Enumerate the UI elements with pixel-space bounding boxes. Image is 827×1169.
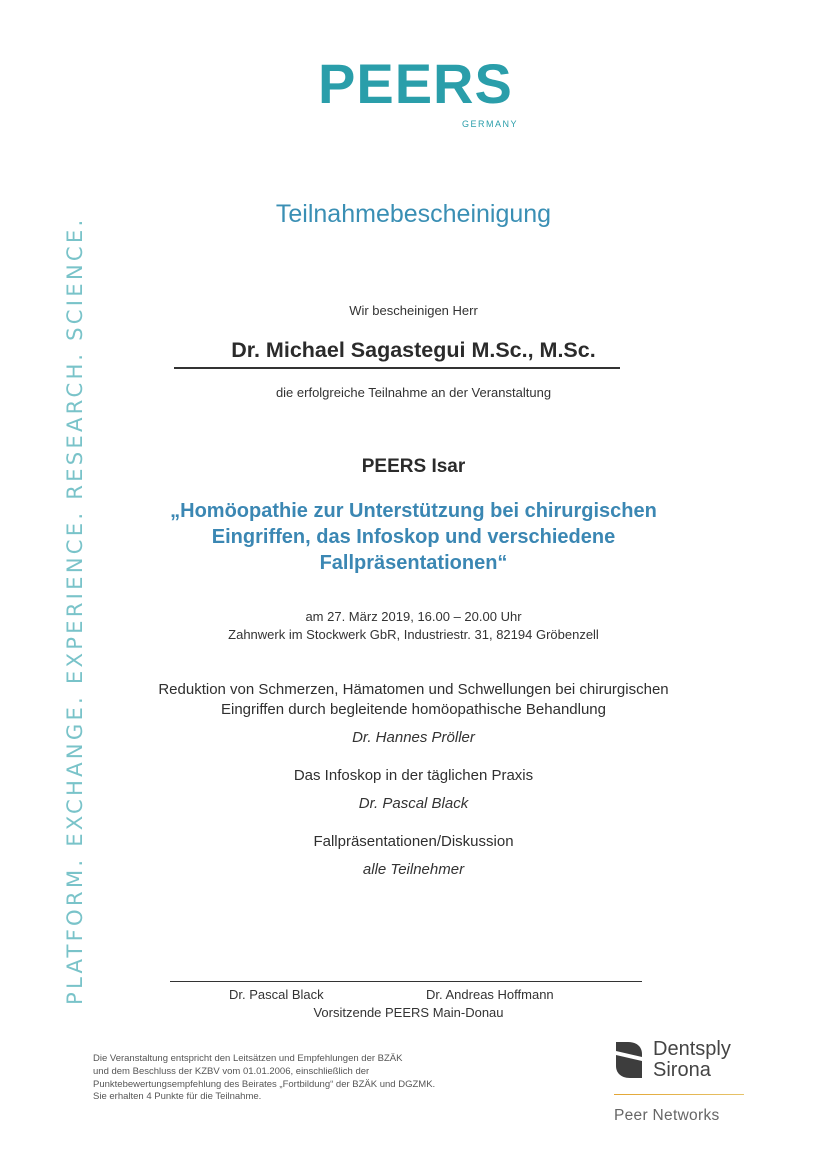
program-item-title xyxy=(0,766,827,786)
program-item-title xyxy=(0,832,827,852)
recipient-name: Dr. Michael Sagastegui M.Sc., M.Sc. xyxy=(231,338,596,362)
signature-line xyxy=(170,981,642,982)
event-name: PEERS Isar xyxy=(361,456,466,477)
program-item-title xyxy=(0,680,827,720)
dentsply-sirona-logo-icon xyxy=(614,1040,644,1080)
footnote-line: Sie erhalten 4 Punkte für die Teilnahme. xyxy=(93,1091,262,1103)
program-title-line: Das Infoskop in der täglichen Praxis xyxy=(293,767,534,784)
peers-logo-subtitle: GERMANY xyxy=(462,119,519,129)
program-title-line: Eingriffen durch begleitende homöopathische Behandlung xyxy=(220,700,606,718)
event-topic xyxy=(0,498,827,576)
signatory-role: Vorsitzende PEERS Main-Donau xyxy=(313,1005,504,1020)
event-topic-line: „Homöopathie zur Unterstützung bei chirurgischen xyxy=(170,500,657,522)
program-item-speaker: Dr. Pascal Black xyxy=(358,795,469,812)
accreditation-note xyxy=(93,1053,435,1104)
event-date: am 27. März 2019, 16.00 – 20.00 Uhr xyxy=(305,609,522,624)
sponsor-name-line: Sirona xyxy=(653,1059,711,1081)
program-item-speaker: alle Teilnehmer xyxy=(362,861,465,878)
intro-text: Wir bescheinigen Herr xyxy=(349,303,478,318)
event-topic-line: Fallpräsentationen“ xyxy=(319,552,508,574)
side-slogan: PLATFORM. EXCHANGE. EXPERIENCE. RESEARCH. SCIENCE. xyxy=(62,216,87,1005)
sponsor-divider xyxy=(614,1094,744,1095)
recipient-underline xyxy=(174,367,620,369)
program-title-line: Reduktion von Schmerzen, Hämatomen und Schwellungen bei chirurgischen xyxy=(158,681,669,698)
footnote-line: und dem Beschluss der KZBV vom 01.01.2006, einschließlich der xyxy=(93,1065,370,1077)
signatory-name: Dr. Pascal Black xyxy=(229,987,324,1002)
sponsor-subtitle: Peer Networks xyxy=(614,1107,720,1124)
program-title-line: Fallpräsentationen/Diskussion xyxy=(313,833,514,850)
signatory-name: Dr. Andreas Hoffmann xyxy=(426,987,554,1002)
participation-text: die erfolgreiche Teilnahme an der Veranstaltung xyxy=(275,385,552,400)
program-item-speaker: Dr. Hannes Pröller xyxy=(352,729,475,746)
footnote-line: Die Veranstaltung entspricht den Leitsätzen und Empfehlungen der BZÄK xyxy=(93,1053,403,1064)
certificate-title: Teilnahmebescheinigung xyxy=(275,200,552,228)
footnote-line: Punktebewertungsempfehlung des Beirates „Fortbildung“ der BZÄK und DGZMK. xyxy=(93,1078,436,1090)
peers-logo: PEERS xyxy=(318,52,513,115)
sponsor-name-line: Dentsply xyxy=(653,1038,731,1060)
event-topic-line: Eingriffen, das Infoskop und verschiedene xyxy=(211,526,616,548)
event-venue: Zahnwerk im Stockwerk GbR, Industriestr. 31, 82194 Gröbenzell xyxy=(228,627,599,642)
